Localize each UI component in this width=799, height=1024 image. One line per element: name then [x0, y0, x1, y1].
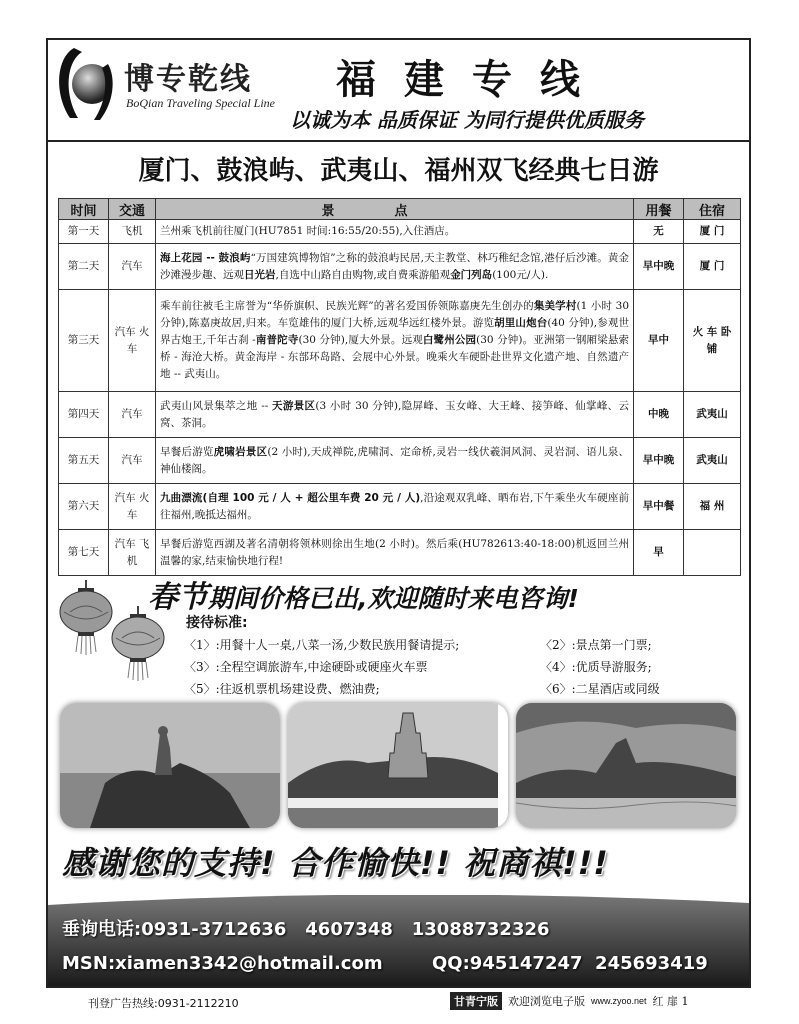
highlight-text: 天游景区 — [272, 399, 316, 412]
standard-item: 〈2〉:景点第一门票; — [540, 638, 652, 652]
table-row — [59, 530, 741, 576]
page-title: 福建专线 — [336, 57, 608, 103]
highlight-text: 虎啸岩景区 — [213, 445, 268, 458]
desc-text: (40 分钟),参观世界古炮王,千年古刹 - — [160, 317, 630, 346]
desc-text: (30 分钟)。亚洲第一钢厢梁悬索桥 - 海沧大桥。黄金海岸 - 东部环岛路、会展中心外景。晚乘火车硬卧赴世界文化遗产地、自然遗产地 -- 武夷山。 — [160, 334, 630, 380]
table-row — [59, 290, 741, 392]
highlight-text: 白鹭州公园 — [422, 334, 477, 346]
phone-label: 垂询电话: — [62, 919, 142, 940]
standard-item: 〈1〉:用餐十人一桌,八菜一汤,少数民族用餐请提示; — [184, 638, 460, 652]
logo-english-name: BoQian Traveling Special Line — [126, 96, 275, 110]
desc-text: “万国建筑博物馆”之称的鼓浪屿民居,天主教堂、林巧稚纪念馆,港仔后沙滩。黄金沙滩漫步趣、远观 — [160, 251, 629, 281]
header-time: 时间 — [59, 199, 109, 220]
sights-cell — [156, 244, 634, 290]
logo-chinese-name: 博专乾线 — [124, 62, 252, 97]
header-sights: 景点 — [156, 199, 634, 220]
sights-cell — [156, 290, 634, 392]
phone-number: 13088732326 — [411, 919, 550, 940]
transport-cell: 汽车 火车 — [109, 484, 156, 530]
desc-text: 乘车前往被毛主席誉为“华侨旗帜、民族光辉”的著名爱国侨领陈嘉庚先生创办的 — [160, 300, 534, 312]
page-label: 红 扉 1 — [652, 995, 689, 1008]
sights-cell — [156, 220, 634, 244]
sights-cell — [156, 530, 634, 576]
spring-text: 期间价格已出,欢迎随时来电咨询! — [208, 584, 579, 613]
stay-cell: 厦 门 — [684, 244, 741, 290]
day-cell: 第四天 — [59, 392, 109, 438]
spring-festival-banner — [148, 572, 579, 616]
desc-text: 兰州乘飞机前往厦门(HU7851 时间:16:55/20:55),入住酒店。 — [160, 225, 456, 237]
meal-cell: 无 — [634, 220, 684, 244]
meal-cell: 早 — [634, 530, 684, 576]
qq-contact: QQ:945147247 245693419 — [432, 953, 708, 974]
desc-text: (30 分钟),厦大外景。远观 — [298, 334, 423, 346]
transport-cell: 汽车 — [109, 392, 156, 438]
msn-contact: MSN:xiamen3342@hotmail.com — [62, 953, 383, 974]
stay-cell — [684, 530, 741, 576]
transport-cell: 汽车 — [109, 438, 156, 484]
tour-title: 厦门、鼓浪屿、武夷山、福州双飞经典七日游 — [138, 156, 659, 186]
standard-item: 〈4〉:优质导游服务; — [540, 660, 652, 674]
standard-item: 〈5〉:往返机票机场建设费、燃油费; — [184, 682, 380, 696]
desc-text: (100元/人). — [492, 268, 549, 281]
phone-number: 4607348 — [305, 919, 393, 940]
photo-wuyishan — [516, 703, 736, 828]
table-row — [59, 220, 741, 244]
header-meals: 用餐 — [634, 199, 684, 220]
meal-cell: 早中晚 — [634, 244, 684, 290]
transport-cell: 飞机 — [109, 220, 156, 244]
meal-cell: 早中晚 — [634, 438, 684, 484]
highlight-text: 九曲漂流(自理 100 元 / 人 + 超公里车费 20 元 / 人) — [160, 491, 421, 504]
footer-url: www.zyoo.net — [591, 996, 647, 1006]
day-cell: 第三天 — [59, 290, 109, 392]
stay-cell: 厦 门 — [684, 220, 741, 244]
day-cell: 第七天 — [59, 530, 109, 576]
highlight-text: 日光岩 — [244, 268, 276, 281]
standard-item: 〈3〉:全程空调旅游车,中途硬卧或硬座火车票 — [184, 660, 428, 674]
highlight-text: 金门列岛 — [450, 268, 493, 281]
stay-cell: 火 车 卧 铺 — [684, 290, 741, 392]
desc-text: ,沿途观双乳峰、晒布岩,下午乘坐火车硬座前往福州,晚抵达福州。 — [160, 491, 629, 521]
desc-text: (3 小时 30 分钟),隐屏峰、玉女峰、大王峰、接笋峰、仙掌峰、云窝、茶洞。 — [160, 399, 629, 429]
highlight-text: 南普陀寺 — [255, 334, 299, 346]
meal-cell: 早中餐 — [634, 484, 684, 530]
day-cell: 第六天 — [59, 484, 109, 530]
table-row — [59, 438, 741, 484]
standards-title: 接待标准: — [186, 615, 248, 631]
meal-cell: 早中 — [634, 290, 684, 392]
phone-line — [62, 915, 550, 941]
desc-text: (1 小时 30 分钟),陈嘉庚故居,归来。车览雄伟的厦门大桥,远观华远红楼外景。游览 — [160, 300, 630, 329]
day-cell: 第五天 — [59, 438, 109, 484]
transport-cell: 汽车 火车 — [109, 290, 156, 392]
day-cell: 第一天 — [59, 220, 109, 244]
table-header-row — [59, 199, 741, 220]
transport-cell: 汽车 飞机 — [109, 530, 156, 576]
meal-cell: 中晚 — [634, 392, 684, 438]
table-row — [59, 392, 741, 438]
spring-word: 春节 — [148, 580, 208, 615]
standard-item: 〈6〉:二星酒店或同级 — [540, 682, 660, 696]
highlight-text: 海上花园 -- 鼓浪屿 — [160, 251, 251, 264]
footer-info — [450, 992, 689, 1010]
ad-hotline: 刊登广告热线:0931-2112210 — [88, 997, 239, 1010]
highlight-text: 胡里山炮台 — [494, 317, 548, 329]
sights-cell — [156, 438, 634, 484]
highlight-text: 集美学村 — [533, 300, 577, 312]
phone-number: 0931-3712636 — [141, 919, 287, 940]
table-row — [59, 484, 741, 530]
day-cell: 第二天 — [59, 244, 109, 290]
itinerary-table — [58, 198, 741, 576]
stay-cell: 武夷山 — [684, 392, 741, 438]
photo-gulangyu — [60, 703, 280, 828]
header-stay: 住宿 — [684, 199, 741, 220]
slogan: 以诚为本 品质保证 为同行提供优质服务 — [290, 108, 644, 132]
header-transport: 交通 — [109, 199, 156, 220]
desc-text: 武夷山风景集萃之地 -- — [160, 399, 273, 412]
browse-text: 欢迎浏览电子版 — [508, 995, 585, 1008]
edition-tag: 甘青宁版 — [450, 992, 502, 1010]
photo-pagoda — [288, 703, 508, 828]
transport-cell: 汽车 — [109, 244, 156, 290]
divider — [48, 140, 749, 142]
stay-cell: 福 州 — [684, 484, 741, 530]
desc-text: 早餐后游览 — [160, 445, 214, 458]
sights-cell — [156, 392, 634, 438]
logo-mark-icon — [52, 44, 118, 126]
stay-cell: 武夷山 — [684, 438, 741, 484]
table-row — [59, 244, 741, 290]
thanks-banner: 感谢您的支持! 合作愉快!! 祝商祺!!! — [62, 844, 609, 882]
desc-text: 早餐后游览西湖及著名清朝将领林则徐出生地(2 小时)。然后乘(HU782613:40-18:00)机返回兰州温馨的家,结束愉快地行程! — [160, 537, 629, 567]
desc-text: (2 小时),天成禅院,虎啸洞、定命桥,灵岩一线伏羲洞风洞、灵岩洞、语儿泉、神仙楼阁。 — [160, 445, 629, 475]
sights-cell — [156, 484, 634, 530]
desc-text: ,自选中山路自由购物,或自费乘游船观 — [275, 268, 451, 281]
